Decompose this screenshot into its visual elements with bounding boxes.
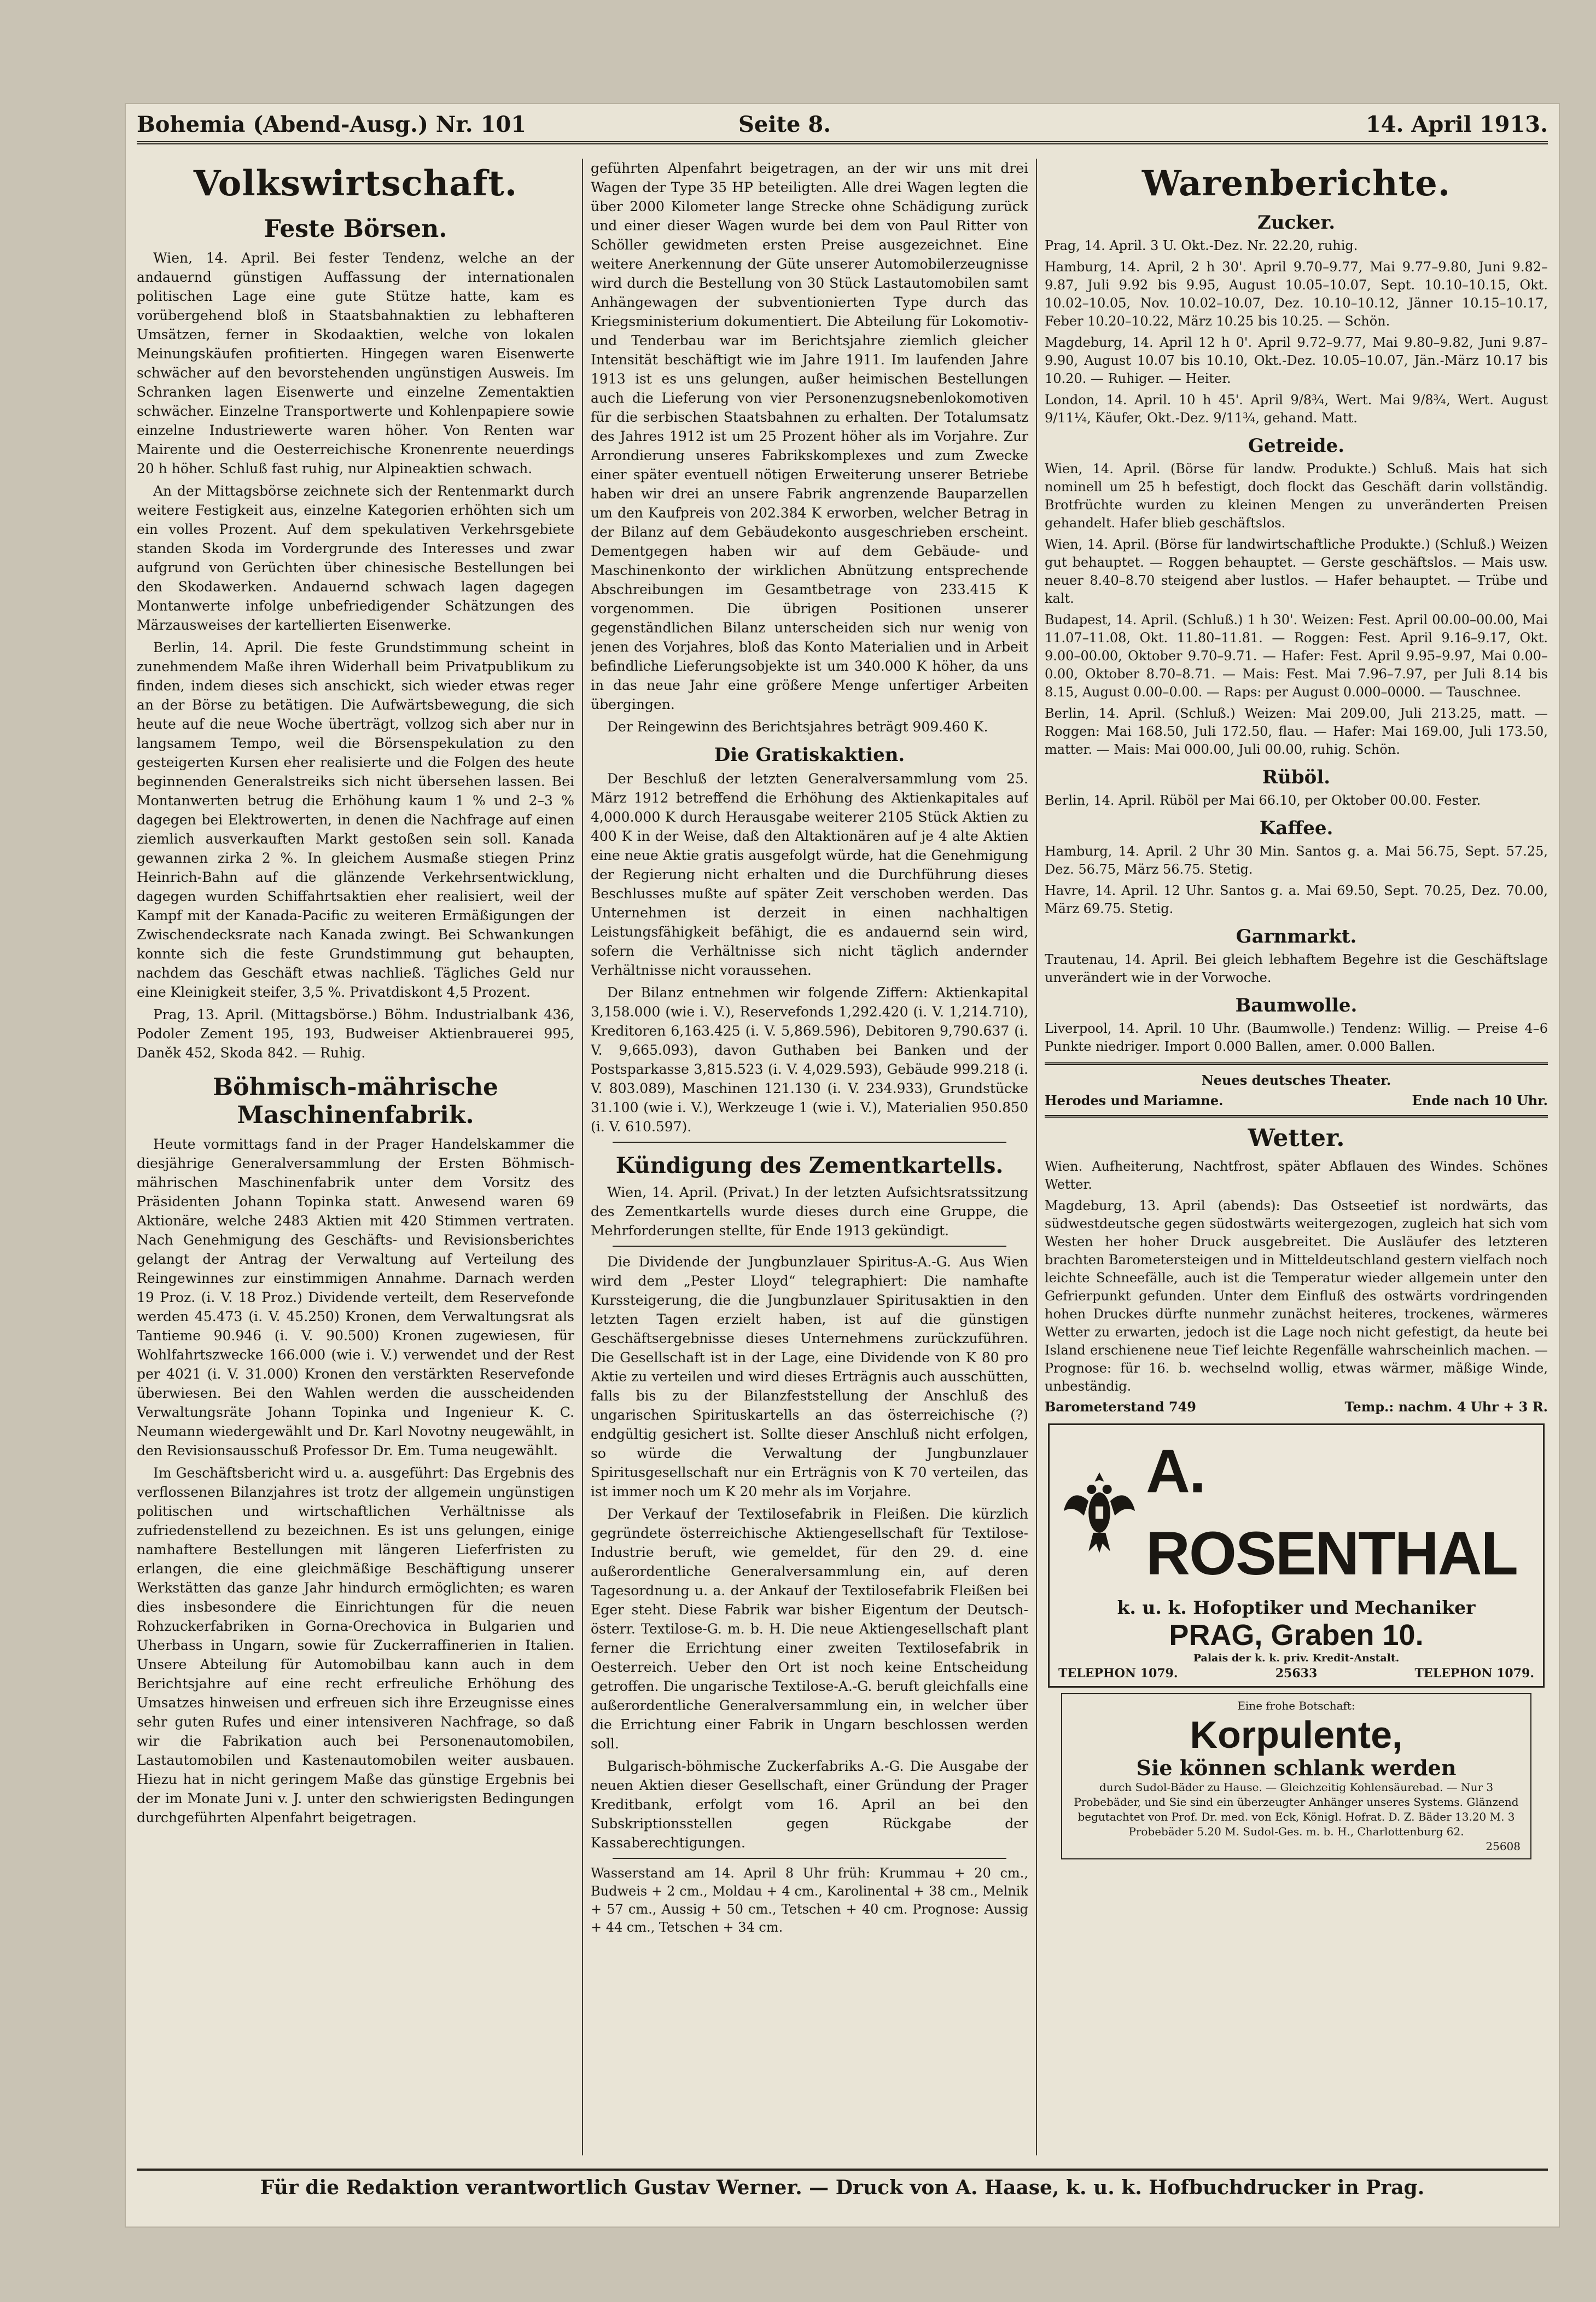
column-rule: [582, 159, 583, 2155]
column-market-reports: [1045, 159, 1548, 2155]
market-title-kaffee: Kaffee.: [1259, 817, 1333, 839]
advertisement-rosenthal: [1048, 1423, 1545, 1688]
divider: [613, 1246, 1006, 1247]
divider: [613, 1142, 1006, 1143]
telephone-left: TELEPHON 1079.: [1058, 1666, 1178, 1681]
ad-code: 25608: [1486, 1840, 1521, 1853]
header-publication: Bohemia (Abend-Ausg.) Nr. 101: [137, 112, 527, 137]
advertiser-address: PRAG, Graben 10.: [1169, 1619, 1424, 1652]
weather-report: Magdeburg, 13. April (abends): Das Ostseetief ist nordwärts, das südwestdeutsche gegen südostwärts weitergezogen, zugleich hat sich vom Westen her hoher Druck ausgebreitet. Die Ausläufer des letzteren brachten Barometersteigen und in Mitteldeutschland gestern vielfach noch leichte Schneefälle, auch ist die Temperatur wieder allgemein unter den Gefrierpunkt gefunden. Unter dem Einfluß des ostwärts vordringenden hohen Druckes dürfte nunmehr zunächst heiteres, trockenes, wärmeres Wetter zu erwarten, jedoch ist die Lage noch nicht gefestigt, da heute bei Island erschienene neue Tief leichte Regenfälle wahrscheinlich machen. — Prognose: für 16. b. wechselnd wollig, etwas wärmer, mäßige Winde, unbeständig.: [1045, 1198, 1548, 1394]
barometer-line: [1045, 1399, 1548, 1415]
ad-code: 25633: [1275, 1666, 1318, 1681]
theater-play: Herodes und Mariamne.: [1045, 1092, 1224, 1108]
weather-report: Wien. Aufheiterung, Nachtfrost, später Abflauen des Windes. Schönes Wetter.: [1045, 1159, 1548, 1192]
article-paragraph: Heute vormittags fand in der Prager Handelskammer die diesjährige Generalversammlung der Ersten Böhmisch-mährischen Maschinenfabrik unter dem Vorsitz des Präsidenten Johann Topinka statt. Anwesend waren 69 Aktionäre, welche 2483 Aktien mit 420 Stimmen vertraten. Nach Genehmigung des Geschäfts- und Revisionsberichtes gelangt der Antrag der Verwaltung auf Verteilung des Reingewinnes zur einstimmigen Annahme. Darnach werden 19 Proz. (i. V. 18 Proz.) Dividende verteilt, dem Reservefonde werden 45.473 (i. V. 45.250) Kronen, dem Verwaltungsrat als Tantieme 90.946 (i. V. 90.500) Kronen zugewiesen, für Wohlfahrtszwecke 166.000 (wie i. V.) verwendet und der Rest per 4021 (i. V. 31.000) Kronen den verstärkten Reservefonde überwiesen. Bei den Wahlen werden die ausscheidenden Verwaltungsräte Johann Topinka und Ingenieur K. C. Neumann wiedergewählt und Dr. Karl Novotny neugewählt, in den Revisionsausschuß Professor Dr. Em. Tuma neugewählt.: [137, 1136, 574, 1458]
divider: [1045, 1115, 1548, 1118]
section-title-warenberichte: Warenberichte.: [1141, 163, 1451, 204]
market-report: Hamburg, 14. April, 2 h 30'. April 9.70–9.77, Mai 9.77–9.80, Juni 9.82–9.87, Juli 9.92 bis 9.95, August 10.05–10.07, Sept. 10.10–10.15, Okt. 10.02–10.05, Nov. 10.02–10.07, Dez. 10.10–10.12, Jänner 10.15–10.17, Feber 10.20–10.22, März 10.25 bis 10.25. — Schön.: [1045, 259, 1548, 329]
theater-program: [1045, 1092, 1548, 1108]
telephone-right: TELEPHON 1079.: [1414, 1666, 1534, 1681]
column-economy: [137, 159, 574, 2155]
advertiser-telephone: [1058, 1666, 1534, 1681]
column-middle: [591, 159, 1028, 2155]
market-report: Budapest, 14. April. (Schluß.) 1 h 30'. Weizen: Fest. April 00.00–00.00, Mai 11.07–11.08, Okt. 11.80–11.81. — Roggen: Fest. April 9.16–9.17, Okt. 9.00–00.00, Oktober 9.70–9.71. — Hafer: Fest. April 9.95–9.97, Mai 0.00–0.00, Oktober 8.70–8.71. — Mais: Fest. Mai 7.96–7.97, per Juli 8.14 bis 8.15, August 0.00–0.00. — Raps: per August 0.000–0000. — Tauschnee.: [1045, 612, 1548, 700]
advertisement-korpulente: [1061, 1693, 1531, 1859]
article-paragraph: Bulgarisch-böhmische Zuckerfabriks A.-G. Die Ausgabe der neuen Aktien dieser Gesellschaft, einer Gründung der Prager Kreditbank, erfolgt vom 16. April an bei den Subskriptionsstellen gegen Rückgabe der Kassaberechtigungen.: [591, 1758, 1028, 1851]
advertiser-name: A. ROSENTHAL: [1146, 1437, 1517, 1588]
market-report: Liverpool, 14. April. 10 Uhr. (Baumwolle.) Tendenz: Willig. — Preise 4–6 Punkte niedriger. Import 0.000 Ballen, amer. 0.000 Ballen.: [1045, 1021, 1548, 1054]
market-report: Berlin, 14. April. Rüböl per Mai 66.10, per Oktober 00.00. Fester.: [1045, 793, 1481, 808]
theater-title: Neues deutsches Theater.: [1201, 1072, 1391, 1088]
imprint-footer: Für die Redaktion verantwortlich Gustav Werner. — Druck von A. Haase, k. u. k. Hofbuchdrucker in Prag.: [137, 2169, 1548, 2205]
ad-intro: Eine frohe Botschaft:: [1237, 1699, 1355, 1712]
advertiser-palais: Palais der k. k. priv. Kredit-Anstalt.: [1193, 1652, 1400, 1664]
market-report: Havre, 14. April. 12 Uhr. Santos g. a. Mai 69.50, Sept. 70.25, Dez. 70.00, März 69.75. Stetig.: [1045, 883, 1548, 916]
theater-end: Ende nach 10 Uhr.: [1412, 1092, 1548, 1108]
temperature-value: Temp.: nachm. 4 Uhr + 3 R.: [1344, 1399, 1548, 1415]
market-title-baumwolle: Baumwolle.: [1235, 995, 1358, 1016]
barometer-value: Barometerstand 749: [1045, 1399, 1196, 1415]
column-rule: [1036, 159, 1037, 2155]
header-date: 14. April 1913.: [1365, 112, 1548, 137]
article-title-zementkartell: Kündigung des Zementkartells.: [615, 1153, 1004, 1178]
advertiser-title: k. u. k. Hofoptiker und Mechaniker: [1117, 1597, 1476, 1618]
article-paragraph: Der Verkauf der Textilosefabrik in Fleißen. Die kürzlich gegründete österreichische Aktiengesellschaft für Textilose-Industrie beruft, wie gemeldet, für den 29. d. eine außerordentliche Generalversammlung ein, auf deren Tagesordnung u. a. der Ankauf der Textilosefabrik Fleißen bei Eger steht. Diese Fabrik war bisher Eigentum der Deutsch-österr. Textilose-G. m. b. H. Die neue Aktiengesellschaft plant ferner die Errichtung einer zweiten Textilosefabrik in Oesterreich. Ueber den Ort ist noch keine Entscheidung getroffen. Die ungarische Textilose-A.-G. beruft gleichfalls eine außerordentliche Generalversammlung ein, in welcher über die Errichtung einer Fabrik in Ungarn beschlossen werden soll.: [591, 1506, 1028, 1752]
market-report: Wien, 14. April. (Börse für landwirtschaftliche Produkte.) (Schluß.) Weizen gut behauptet. — Roggen behauptet. — Gerste geschäftslos. — Mais usw. neuer 8.40–8.70 steigend aber lustlos. — Hafer behauptet. — Trübe und kalt.: [1045, 537, 1548, 606]
double-eagle-icon: [1058, 1466, 1140, 1559]
newspaper-page: [126, 104, 1559, 2227]
market-title-garnmarkt: Garnmarkt.: [1236, 926, 1357, 947]
weather-title: Wetter.: [1248, 1124, 1345, 1152]
market-title-rueboel: Rüböl.: [1262, 766, 1331, 788]
article-paragraph: Prag, 13. April. (Mittagsbörse.) Böhm. Industrialbank 436, Podoler Zement 195, 193, Budweiser Aktienbrauerei 995, Daněk 452, Skoda 842. — Ruhig.: [137, 1007, 574, 1061]
market-report: Wien, 14. April. (Börse für landw. Produkte.) Schluß. Mais hat sich nominell um 25 h befestigt, doch flockt das Geschäft darin vollständig. Brotfrüchte wurden zu kleinen Mengen zu unveränderten Preisen gehandelt. Hafer blieb geschäftslos.: [1045, 461, 1548, 531]
water-level-report: Wasserstand am 14. April 8 Uhr früh: Krummau + 20 cm., Budweis + 2 cm., Moldau + 4 cm., Karolinental + 38 cm., Melnik + 57 cm., Aussig + 50 cm., Tetschen + 40 cm. Prognose: Aussig + 44 cm., Tetschen + 34 cm.: [591, 1865, 1028, 1935]
article-paragraph: Wien, 14. April. Bei fester Tendenz, welche an der andauernd günstigen Auffassung der internationalen politischen Lage eine gute Stütze hatte, kam es vorübergehend bloß in Staatsbahnaktien zu lebhafteren Umsätzen, ferner in Skodaaktien, welche von lokalen Meinungskäufen profitierten. Hingegen waren Eisenwerte schwächer auf den bevorstehenden ungünstigen Ausweis. Im Schranken lagen Eisenwerte und einzelne Zementaktien schwächer. Einzelne Transportwerte und Kohlenpapiere sowie einzelne Industriewerte waren höher. Von Renten war Mairente und die Oesterreichische Kronenrente neuerdings 20 h höher. Schluß fast ruhig, nur Alpineaktien schwach.: [137, 250, 574, 476]
market-report: London, 14. April. 10 h 45'. April 9/8¾, Wert. Mai 9/8¾, Wert. August 9/11¼, Käufer, Okt.-Dez. 9/11¾, gehand. Matt.: [1045, 392, 1548, 426]
article-title-maschinenfabrik: Böhmisch-mährische Maschinenfabrik.: [212, 1073, 499, 1129]
ad-headline: Korpulente,: [1190, 1713, 1403, 1756]
divider: [613, 1858, 1006, 1859]
market-report: Trautenau, 14. April. Bei gleich lebhaftem Begehre ist die Geschäftslage unverändert wie in der Vorwoche.: [1045, 952, 1548, 985]
ad-subheadline: Sie können schlank werden: [1136, 1755, 1457, 1780]
article-title-feste-boersen: Feste Börsen.: [264, 215, 447, 243]
article-paragraph: Die Dividende der Jungbunzlauer Spiritus-A.-G. Aus Wien wird dem „Pester Lloyd“ telegraphiert: Die namhafte Kurssteigerung, die die Jungbunzlauer Spiritusaktien in den letzten Tagen erzielt haben, ist auf die günstigen Geschäftsergebnisse dieses Unternehmens zurückzuführen. Die Gesellschaft ist in der Lage, eine Dividende von K 80 pro Aktie zu verteilen und wird dieses Erträgnis auch ausschütten, falls bis zu der Bilanzfeststellung der Anschluß des ungarischen Spirituskartells an das österreichische (?) endgültig gesichert ist. Sollte dieser Anschluß nicht erfolgen, so würde die Verwaltung der Jungbunzlauer Spiritusgesellschaft nur ein Erträgnis von K 70 verteilen, das ist immer noch um K 20 mehr als im Vorjahre.: [591, 1254, 1028, 1499]
market-report: Magdeburg, 14. April 12 h 0'. April 9.72–9.77, Mai 9.80–9.82, Juni 9.87–9.90, August 10.07 bis 10.10, Okt.-Dez. 10.05–10.07, Jän.-März 10.17 bis 10.20. — Ruhiger. — Heiter.: [1045, 335, 1548, 386]
article-paragraph: Der Beschluß der letzten Generalversammlung vom 25. März 1912 betreffend die Erhöhung des Aktienkapitales auf 4,000.000 K durch Herausgabe weiterer 2105 Stück Aktien zu 400 K in der Weise, daß den Altaktionären auf je 4 alte Aktien eine neue Aktie gratis ausgefolgt würde, hat die Genehmigung der Regierung nicht erhalten und die Durchführung dieses Beschlusses mußte auf später Zeit verschoben werden. Das Unternehmen ist derzeit in einen nachhaltigen Leistungsfähigkeit befähigt, die es andauernd sein wird, sofern die Verhältnisse sich nicht täglich andernder Verhältnisse nicht voraussehen.: [591, 771, 1028, 978]
article-paragraph: Im Geschäftsbericht wird u. a. ausgeführt: Das Ergebnis des verflossenen Bilanzjahres ist trotz der allgemein ungünstigen politischen und wirtschaftlichen Verhältnisse als zufriedenstellend zu bezeichnen. Es ist uns gelungen, einige namhaftere Bestellungen mit längeren Lieferfristen zu erlangen, die eine gleichmäßige Beschäftigung unserer Werkstätten das ganze Jahr hindurch ermöglichten; es waren dies insbesondere die Einrichtungen für die neuen Rohzuckerfabriken in Gorna-Orechovica in Bulgarien und Uherbass in Ungarn, sowie für Zuckerraffinerien in Italien. Unsere Abteilung für Automobilbau kann auch in dem Berichtsjahre auf eine recht erfreuliche Erhöhung des Umsatzes hinweisen und erfreuen sich ihre Erzeugnisse eines sehr guten Rufes und einer intensiveren Nachfrage, so daß wir die Fabrikation auch bei Personenautomobilen, Lastautomobilen und Kastenautomobilen weiter ausbauen. Hiezu hat in nicht geringem Maße das günstige Ergebnis bei der im Monate Juni v. J. unter den schwierigsten Bedingungen durchgeführten Alpenfahrt beigetragen.: [137, 1465, 574, 1826]
market-title-getreide: Getreide.: [1248, 435, 1345, 457]
market-report: Prag, 14. April. 3 U. Okt.-Dez. Nr. 22.20, ruhig.: [1045, 238, 1358, 253]
market-report: Berlin, 14. April. (Schluß.) Weizen: Mai 209.00, Juli 213.25, matt. — Roggen: Mai 168.50, Juli 172.50, flau. — Hafer: Mai 169.00, Juli 173.50, matter. — Mais: Mai 000.00, Juli 00.00, ruhig. Schön.: [1045, 706, 1548, 757]
market-report: Hamburg, 14. April. 2 Uhr 30 Min. Santos g. a. Mai 56.75, Sept. 57.25, Dez. 56.75, März 56.75. Stetig.: [1045, 844, 1548, 877]
divider: [1045, 1062, 1548, 1065]
article-paragraph: geführten Alpenfahrt beigetragen, an der wir uns mit drei Wagen der Type 35 HP beteiligten. Alle drei Wagen legten die über 2000 Kilometer lange Strecke ohne Schädigung zurück und einer dieser Wagen wurde bei dem von Paul Ritter von Schöller gewidmeten ersten Preise ausgezeichnet. Eine weitere Anerkennung der Güte unserer Automobilerzeugnisse wird durch die Bestellung von 30 Stück Lastautomobilen samt Anhängewagen der subventionierten Type durch das Kriegsministerium dokumentiert. Die Abteilung für Lokomotiv- und Tenderbau war im Berichtsjahre ziemlich gleicher Intensität beschäftigt wie im Jahre 1911. Im laufenden Jahre 1913 ist es uns gelungen, außer heimischen Bestellungen auch die Lieferung von vier Personenzugsnebenlokomotiven für die serbischen Staatsbahnen zu erhalten. Der Totalumsatz des Jahres 1912 ist um 25 Prozent höher als im Vorjahre. Zur Arrondierung unseres Fabrikskomplexes und zum Zwecke einer später eventuell nötigen Erweiterung unserer Betriebe haben wir drei an unsere Fabrik angrenzende Bauparzellen um den Kaufpreis von 202.384 K erworben, welcher Betrag in der Bilanz auf dem Gebäudekonto ausgeschrieben erscheint. Dementgegen haben wir auf dem Gebäude- und Maschinenkonto der wirklichen Abnützung entsprechende Abschreibungen im Gesamtbetrage von 233.415 K vorgenommen. Die übrigen Positionen unserer gegenständlichen Bilanz unterscheiden sich nur wenig von jenen des Vorjahres, bloß das Konto Materialien und in Arbeit befindliche Lieferungsobjekte ist um 340.000 K höher, da uns in das neue Jahr eine größere Menge unfertiger Arbeiten übergingen.: [591, 160, 1028, 712]
article-subtitle-gratisaktien: Die Gratiskaktien.: [714, 744, 905, 766]
market-title-zucker: Zucker.: [1257, 212, 1336, 234]
page-header: [137, 108, 1548, 144]
ad-body: durch Sudol-Bäder zu Hause. — Gleichzeitig Kohlensäurebad. — Nur 3 Probebäder, und Sie sind ein überzeugter Anhänger unseres Systems. Glänzend begutachtet von Prof. Dr. med. von Eck, Königl. Hofrat. D. Z. Bäder 13.20 M. 3 Probebäder 5.20 M. Sudol-Ges. m. b. H., Charlottenburg 62.: [1074, 1781, 1519, 1838]
article-paragraph: An der Mittagsbörse zeichnete sich der Rentenmarkt durch weitere Festigkeit aus, einzelne Kategorien erhöhten sich um ein volles Prozent. Auf dem spekulativen Verkehrsgebiete standen Skoda im Vordergrunde des Interesses und zwar aufgrund von Gerüchten über chinesische Bestellungen bei den Skodawerken. Andauernd schwach lagen dagegen Montanwerte infolge unbefriedigender Schätzungen des Märzausweises der kartellierten Eisenwerke.: [137, 483, 574, 633]
header-page-number: Seite 8.: [738, 112, 831, 137]
section-title-economy: Volkswirtschaft.: [193, 163, 518, 204]
article-paragraph: Wien, 14. April. (Privat.) In der letzten Aufsichtsratssitzung des Zementkartells wurde dieses durch eine Gruppe, die Mehrforderungen stellte, für Ende 1913 gekündigt.: [591, 1184, 1028, 1239]
article-paragraph: Der Bilanz entnehmen wir folgende Ziffern: Aktienkapital 3,158.000 (wie i. V.), Reservefonds 1,292.420 (i. V. 1,214.710), Kreditoren 6,163.425 (i. V. 5,869.596), Debitoren 9,790.637 (i. V. 9,665.093), davon Guthaben bei Banken und der Postsparkasse 3,815.523 (i. V. 4,029.593), Gebäude 999.218 (i. V. 803.089), Maschinen 121.130 (i. V. 234.933), Grundstücke 31.100 (wie i. V.), Werkzeuge 1 (wie i. V.), Materialien 950.850 (i. V. 610.597).: [591, 985, 1028, 1135]
article-paragraph: Berlin, 14. April. Die feste Grundstimmung scheint in zunehmendem Maße ihren Widerhall beim Privatpublikum zu finden, indem dieses sich anschickt, sich wieder etwas reger an der Börse zu betätigen. Die Aufwärtsbewegung, die sich heute auf die neue Woche überträgt, vollzog sich aber nur in langsamem Tempo, weil die Börsenspekulation zu den gesteigerten Kursen eher realisierte und die Folgen des heute beginnenden Generalstreiks sich nicht übersehen lassen. Bei Montanwerten betrug die Erhöhung kaum 1 % und 2–3 % dagegen bei Elektrowerten, in denen die Nachfrage auf einen ziemlich ausverkauften Markt gestoßen sein soll. Kanada gewannen zirka 2 %. In gleichem Ausmaße stiegen Prinz Heinrich-Bahn auf die glänzende Verkehrsentwicklung, dagegen wurden Schiffahrtsaktien eher realisiert, weil der Kampf mit der Kanada-Pacific zu weiteren Ermäßigungen der Zwischendecksrate nach Kanada zwingt. Bei Schwankungen konnte sich die feste Grundstimmung gut behaupten, nachdem das Geschäft etwas nachließ. Tägliches Geld nur eine Kleinigkeit steifer, 3,5 %. Privatdiskont 4,5 Prozent.: [137, 640, 574, 1000]
article-paragraph: Der Reingewinn des Berichtsjahres beträgt 909.460 K.: [607, 719, 988, 735]
